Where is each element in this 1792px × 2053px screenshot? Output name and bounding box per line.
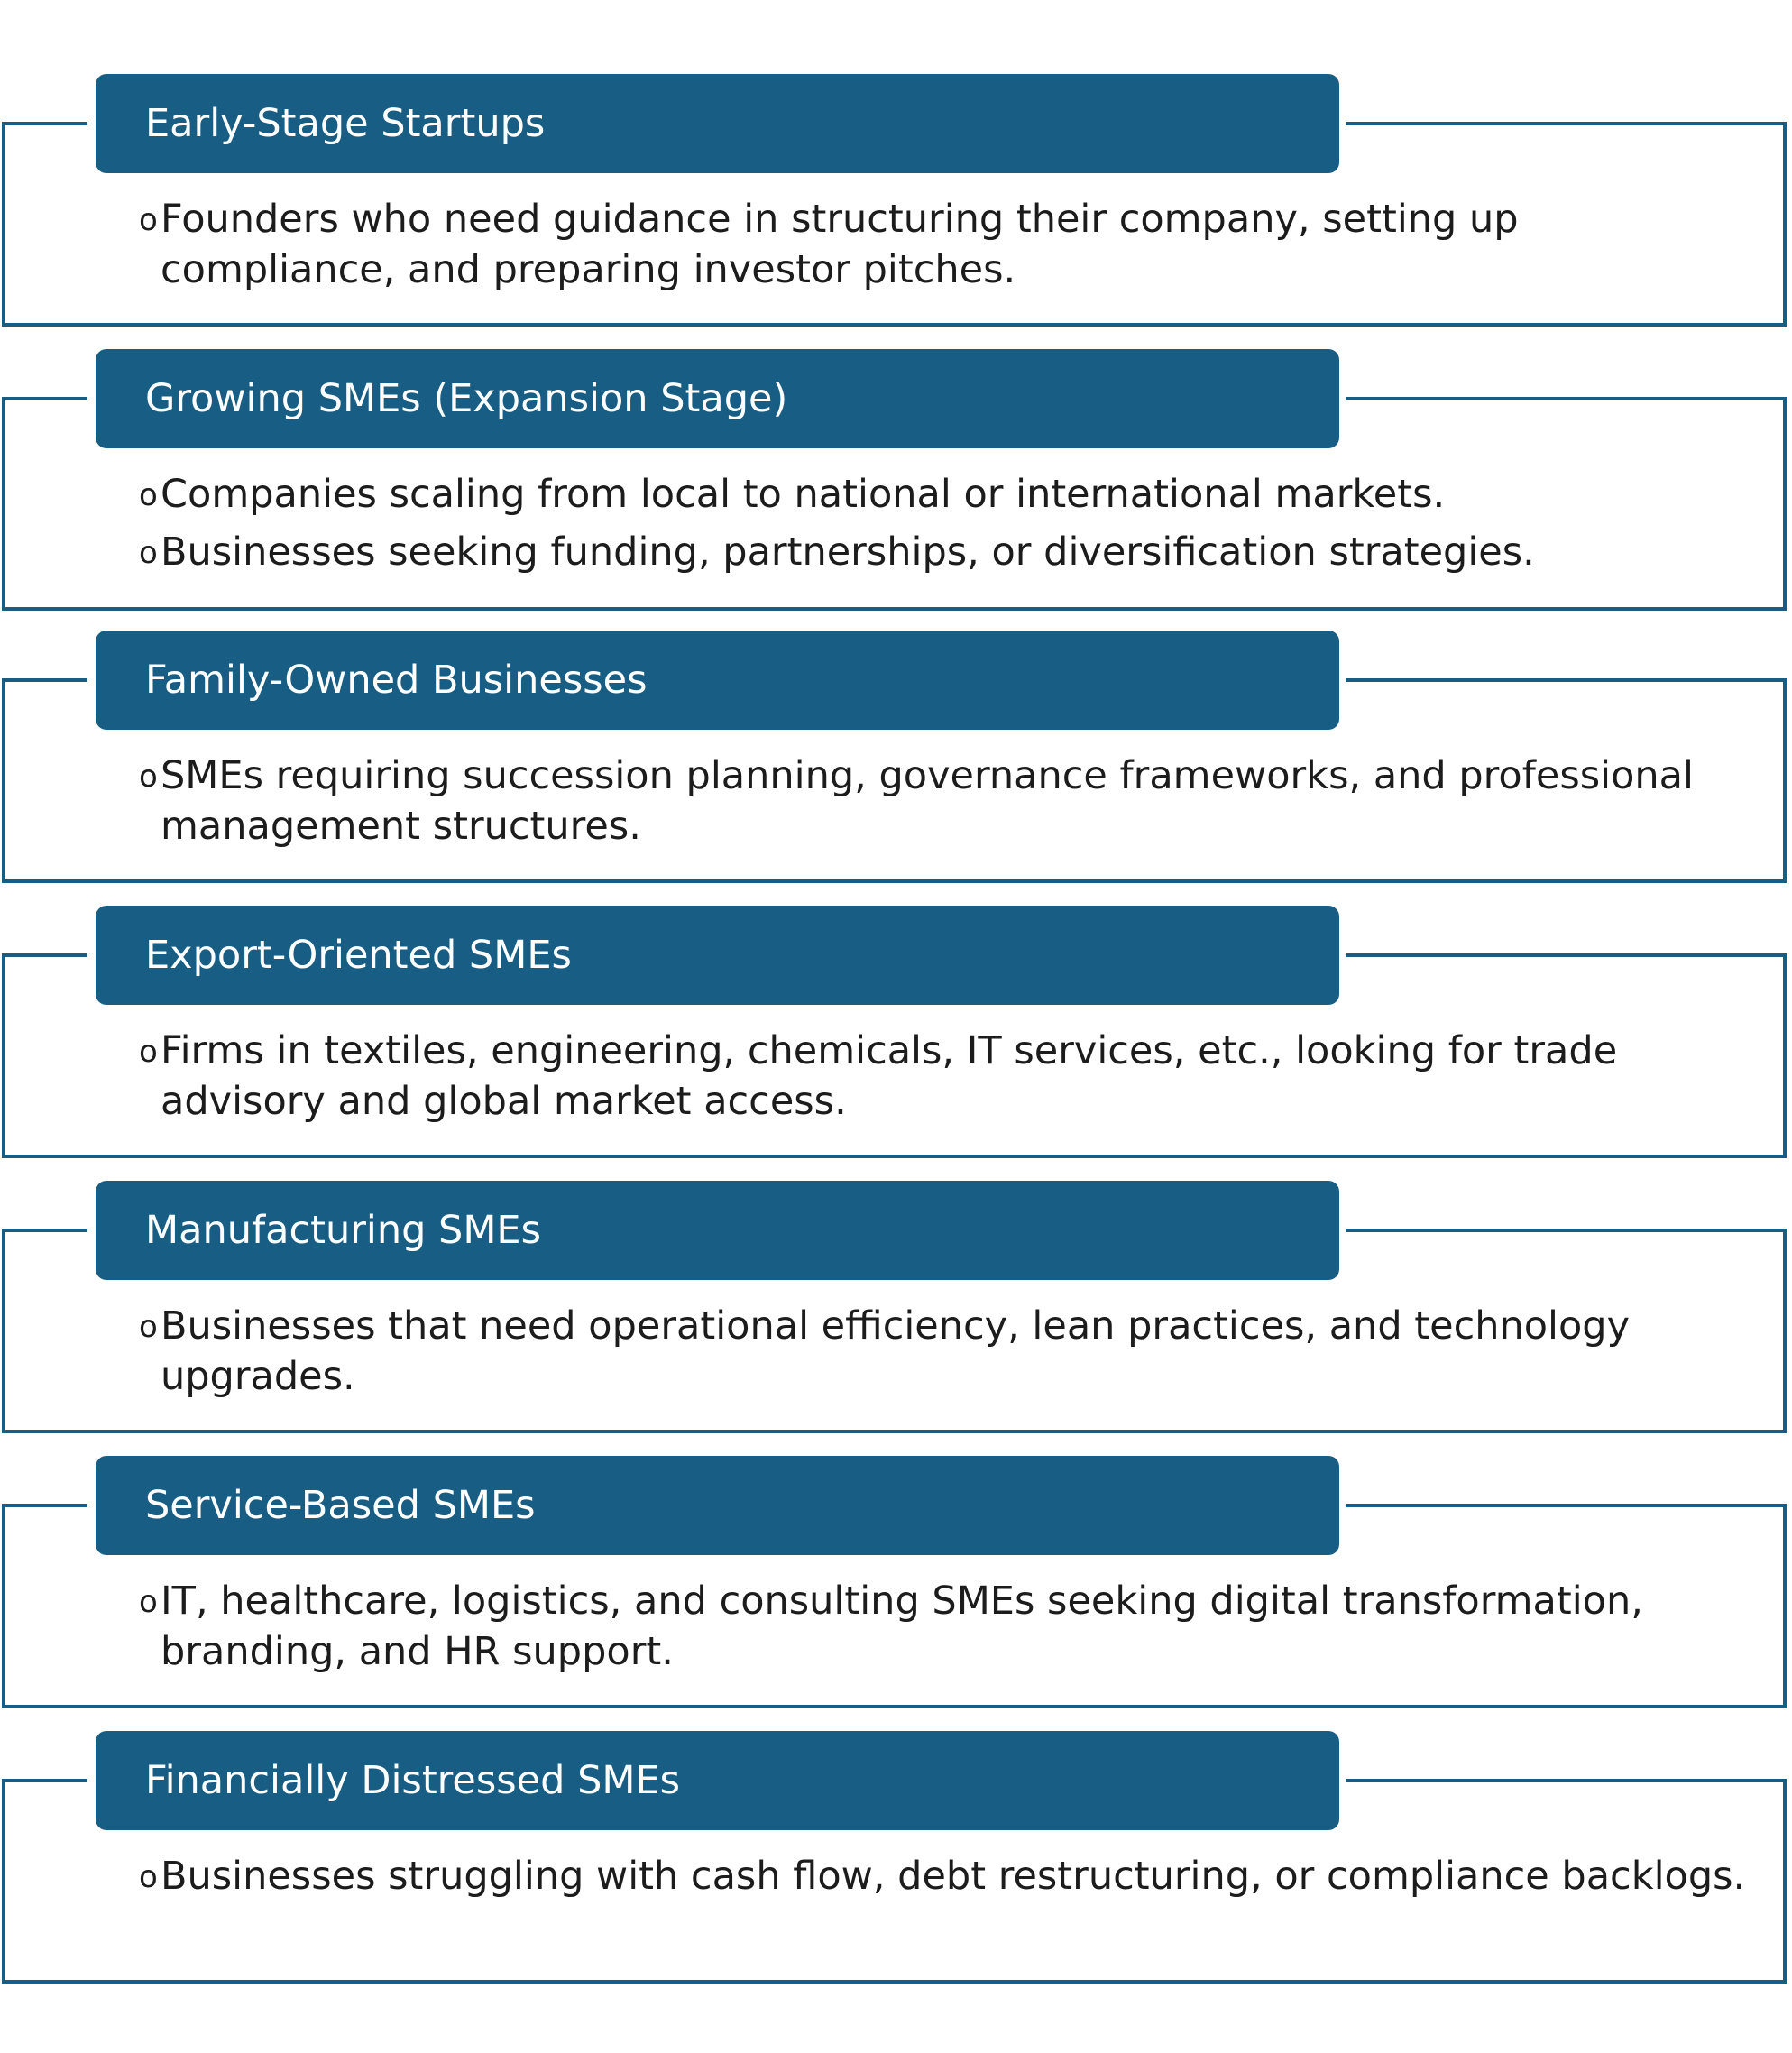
bullet-text: Companies scaling from local to national or international markets.	[161, 472, 1446, 517]
bullet-text: Businesses that need operational efficiency, lean practices, and technology upgrades.	[161, 1303, 1631, 1399]
bullet-list	[139, 1577, 1753, 1677]
segment-header	[96, 906, 1339, 1005]
bullet-text: IT, healthcare, logistics, and consulting SMEs seeking digital transformation, branding, and HR support.	[161, 1579, 1643, 1674]
bullet-text: Firms in textiles, engineering, chemicals, IT services, etc., looking for trade advisory and global market access.	[161, 1028, 1618, 1124]
segment-header	[96, 1456, 1339, 1555]
circle-bullet-icon: o	[139, 535, 158, 571]
segment-family-owned-businesses	[0, 629, 1792, 890]
bullet-text: Businesses seeking funding, partnerships, or diversification strategies.	[161, 529, 1535, 575]
bullet-list	[139, 195, 1753, 295]
segment-header	[96, 1731, 1339, 1830]
segment-title: Service-Based SMEs	[145, 1483, 536, 1528]
circle-bullet-icon: o	[139, 1584, 158, 1620]
segment-financially-distressed-smes	[0, 1729, 1792, 1991]
bullet-text: Businesses struggling with cash flow, debt restructuring, or compliance backlogs.	[161, 1854, 1746, 1899]
segment-title: Export-Oriented SMEs	[145, 933, 572, 978]
circle-bullet-icon: o	[139, 1309, 158, 1345]
bullet-item	[139, 528, 1753, 578]
segment-title: Manufacturing SMEs	[145, 1208, 542, 1253]
bullet-list	[139, 1852, 1753, 1902]
segment-title: Growing SMEs (Expansion Stage)	[145, 376, 788, 421]
circle-bullet-icon: o	[139, 1859, 158, 1895]
circle-bullet-icon: o	[139, 477, 158, 513]
bullet-item	[139, 470, 1753, 520]
bullet-item	[139, 1026, 1753, 1127]
segment-header	[96, 1181, 1339, 1280]
segment-title: Early-Stage Startups	[145, 101, 546, 146]
bullet-text: Founders who need guidance in structuring their company, setting up compliance, and preparing investor pitches.	[161, 197, 1519, 292]
circle-bullet-icon: o	[139, 202, 158, 238]
bullet-item	[139, 1302, 1753, 1402]
bullet-item	[139, 1852, 1753, 1902]
segment-service-based-smes	[0, 1454, 1792, 1716]
segment-export-oriented-smes	[0, 904, 1792, 1165]
segment-title: Financially Distressed SMEs	[145, 1758, 681, 1803]
bullet-list	[139, 1026, 1753, 1127]
circle-bullet-icon: o	[139, 759, 158, 795]
bullet-item	[139, 751, 1753, 852]
circle-bullet-icon: o	[139, 1034, 158, 1070]
segment-manufacturing-smes	[0, 1179, 1792, 1441]
segment-growing-smes	[0, 347, 1792, 618]
bullet-list	[139, 1302, 1753, 1402]
bullet-list	[139, 470, 1753, 578]
segment-header	[96, 631, 1339, 730]
bullet-item	[139, 1577, 1753, 1677]
segment-title: Family-Owned Businesses	[145, 658, 648, 703]
segment-early-stage-startups	[0, 72, 1792, 334]
segment-header	[96, 349, 1339, 448]
bullet-text: SMEs requiring succession planning, governance frameworks, and professional management structures.	[161, 753, 1694, 849]
bullet-list	[139, 751, 1753, 852]
bullet-item	[139, 195, 1753, 295]
segment-header	[96, 74, 1339, 173]
